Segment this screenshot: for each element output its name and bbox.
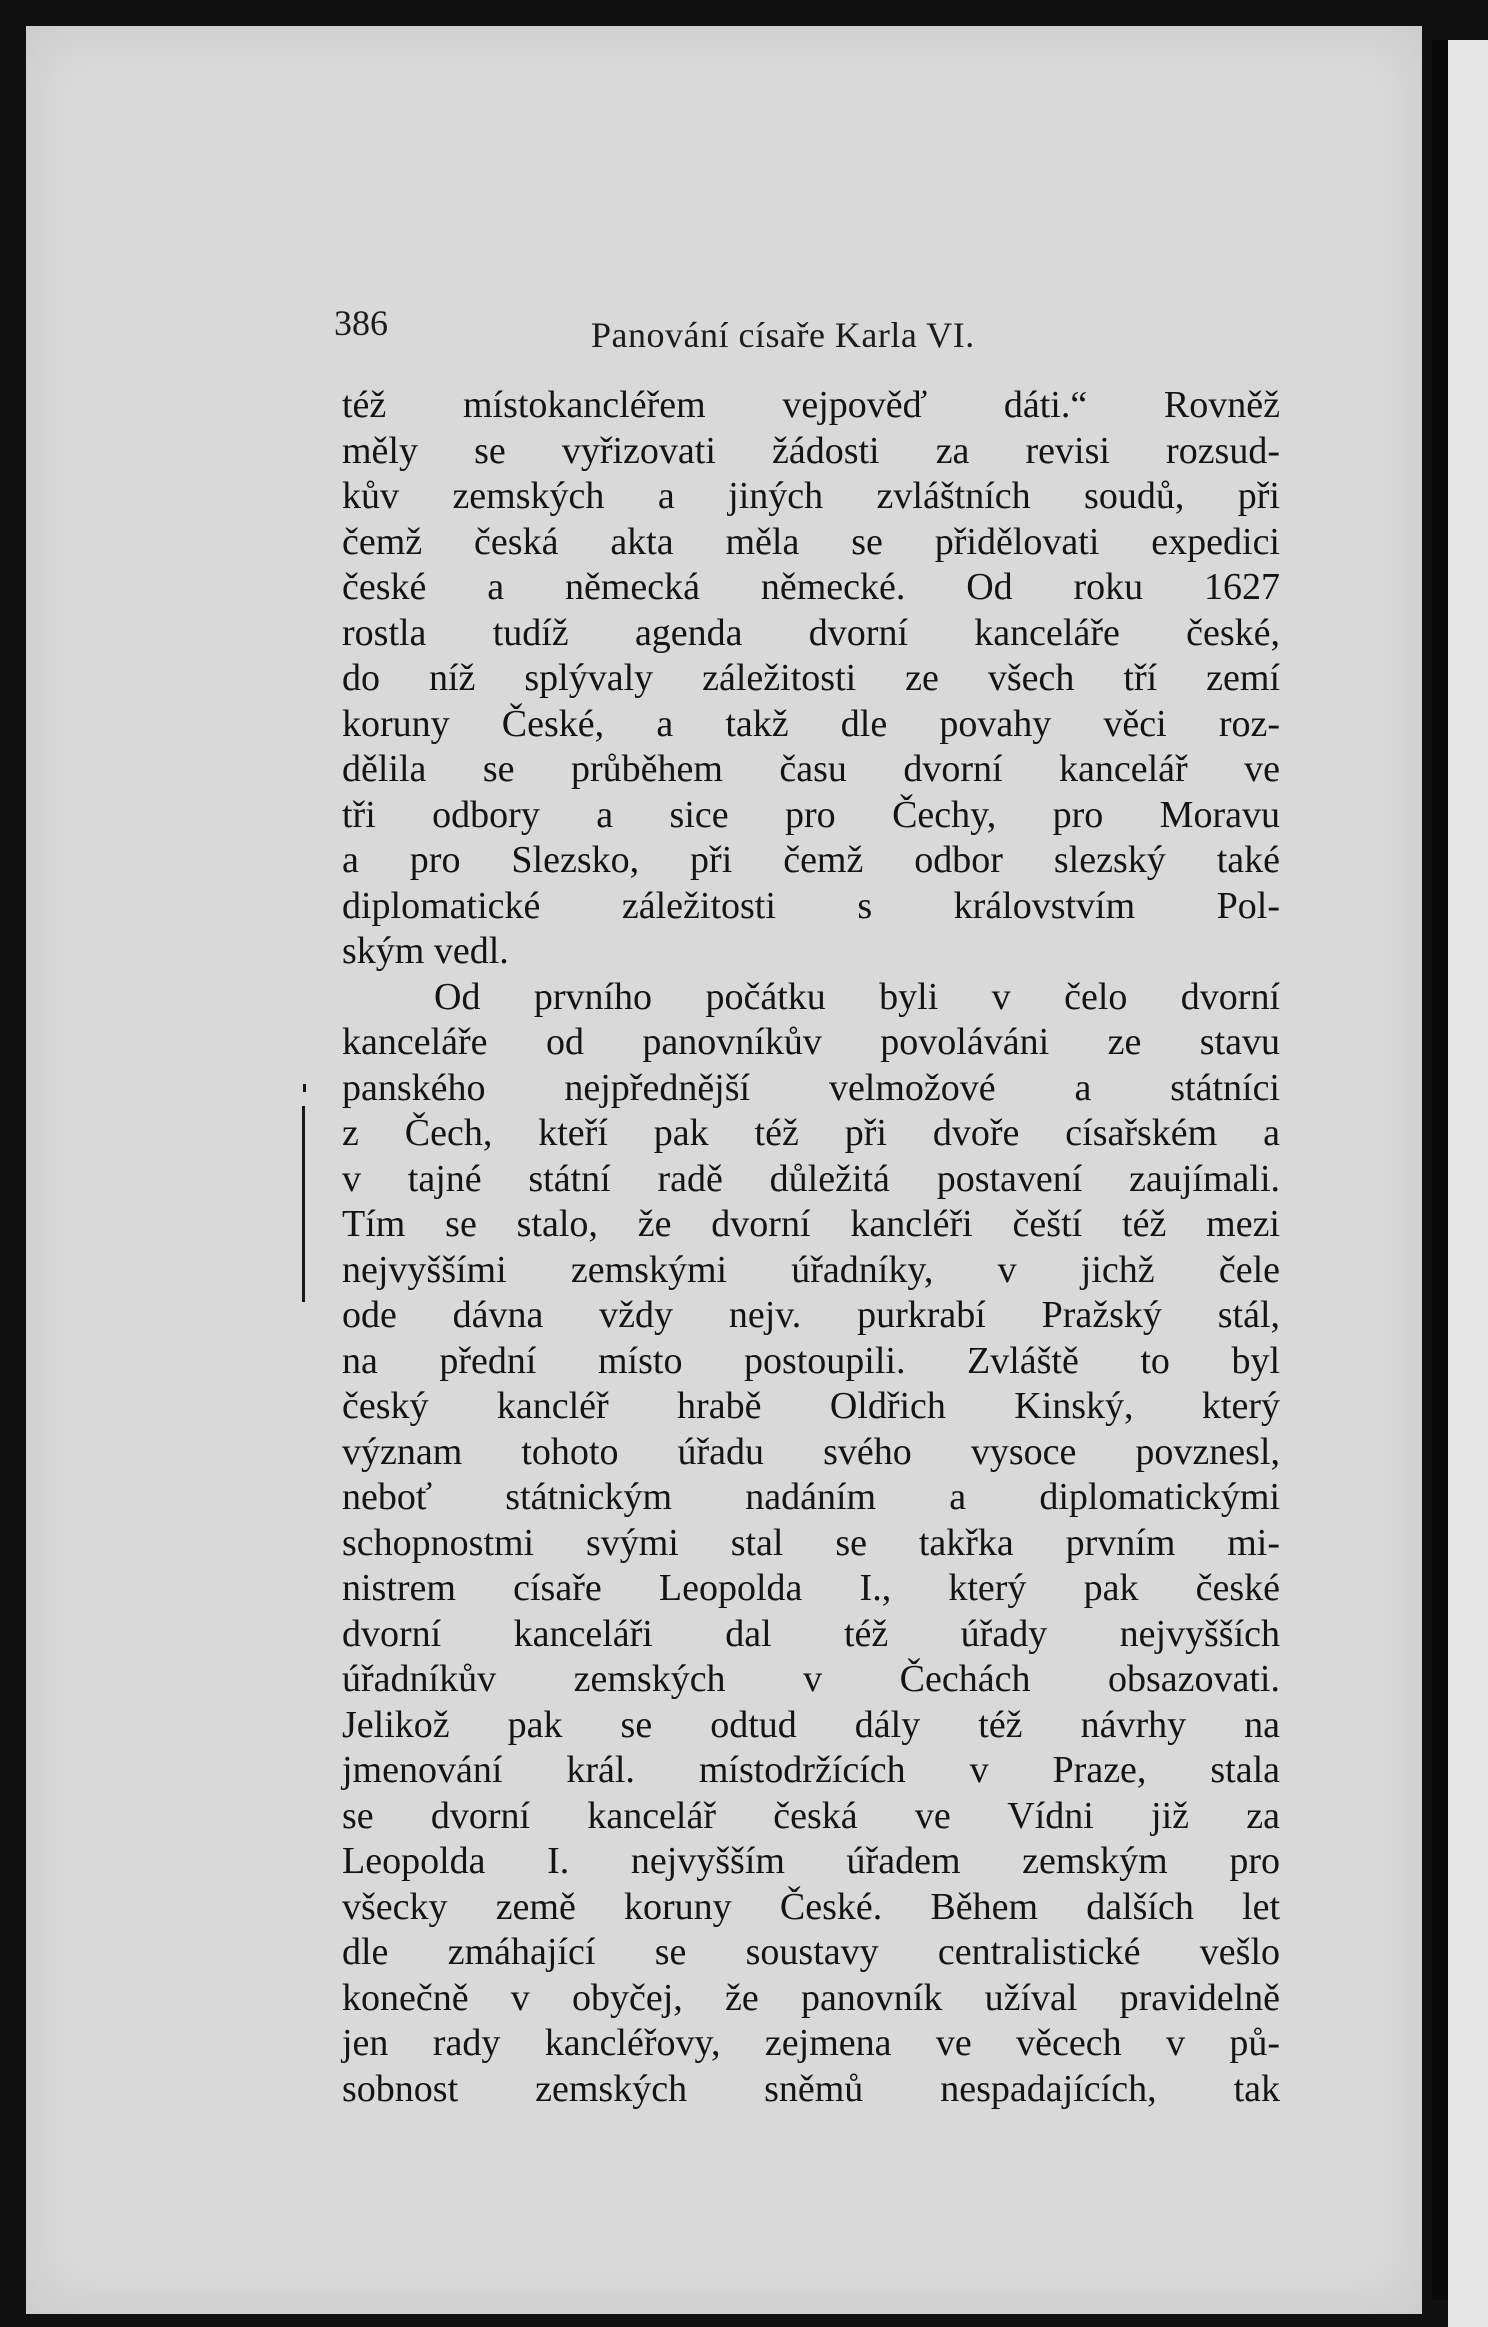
book-page: [26, 26, 1422, 2314]
page-number: 386: [334, 303, 388, 343]
text-line: a pro Slezsko, při čemž odbor slezský také: [342, 839, 1280, 881]
text-line: měly se vyřizovati žádosti za revisi rozsud-: [342, 429, 1280, 472]
page-edge-shadow: [1432, 40, 1448, 2300]
margin-rule: [302, 1106, 305, 1302]
text-line: též místokancléřem vejpověď dáti.“ Rovněž: [342, 384, 1280, 426]
text-line: z Čech, kteří pak též při dvoře císařském a: [342, 1112, 1280, 1154]
page-header: [26, 294, 1422, 354]
text-line: neboť státnickým nadáním a diplomatickými: [342, 1476, 1280, 1518]
text-line: v tajné státní radě důležitá postavení zaujímali.: [342, 1157, 1280, 1200]
text-line: na přední místo postoupili. Zvláště to byl: [342, 1339, 1280, 1382]
text-line: dvorní kanceláři dal též úřady nejvyšších: [342, 1612, 1280, 1655]
text-line: do níž splývaly záležitosti ze všech tří zemí: [342, 657, 1280, 699]
text-line: schopnostmi svými stal se takřka prvním mi-: [342, 1521, 1280, 1564]
text-line: český kancléř hrabě Oldřich Kinský, který: [342, 1385, 1280, 1427]
text-line: se dvorní kancelář česká ve Vídni již za: [342, 1794, 1280, 1837]
text-line: české a německá německé. Od roku 1627: [342, 566, 1280, 608]
running-title: Panování císaře Karla VI.: [591, 315, 975, 355]
text-line: panského nejpřednější velmožové a státníci: [342, 1066, 1280, 1109]
text-line: rostla tudíž agenda dvorní kanceláře české,: [342, 611, 1280, 654]
margin-tick: [303, 1084, 306, 1092]
text-line: Leopolda I. nejvyšším úřadem zemským pro: [342, 1840, 1280, 1882]
text-line: Tím se stalo, že dvorní kancléři čeští též mezi: [342, 1203, 1280, 1245]
text-line: jmenování král. místodržících v Praze, stala: [342, 1749, 1280, 1791]
text-line: koruny České, a takž dle povahy věci roz-: [342, 702, 1280, 745]
text-line: všecky země koruny České. Během dalších let: [342, 1885, 1280, 1928]
body-text: [342, 383, 1280, 2112]
scan-margin: [1448, 40, 1488, 2327]
text-line: konečně v obyčej, že panovník užíval pravidelně: [342, 1976, 1280, 2019]
text-line: Jelikož pak se odtud dály též návrhy na: [342, 1703, 1280, 1746]
text-line: nejvyššími zemskými úřadníky, v jichž čele: [342, 1248, 1280, 1291]
text-line: kův zemských a jiných zvláštních soudů, při: [342, 475, 1280, 517]
text-line: sobnost zemských sněmů nespadajících, tak: [342, 2067, 1280, 2110]
text-line: kanceláře od panovníkův povoláváni ze stavu: [342, 1021, 1280, 1063]
text-line: význam tohoto úřadu svého vysoce povznesl,: [342, 1430, 1280, 1473]
text-line: Od prvního počátku byli v čelo dvorní: [434, 975, 1280, 1018]
text-line: čemž česká akta měla se přidělovati expedici: [342, 520, 1280, 563]
text-line: dle zmáhající se soustavy centralistické vešlo: [342, 1931, 1280, 1973]
text-line: úřadníkův zemských v Čechách obsazovati.: [342, 1658, 1280, 1700]
text-line: dělila se průběhem času dvorní kancelář ve: [342, 748, 1280, 790]
text-line: diplomatické záležitosti s královstvím Pol-: [342, 884, 1280, 927]
text-line: nistrem císaře Leopolda I., který pak české: [342, 1567, 1280, 1609]
text-line: tři odbory a sice pro Čechy, pro Moravu: [342, 793, 1280, 836]
text-line: ským vedl.: [342, 930, 509, 972]
text-line: jen rady kancléřovy, zejmena ve věcech v pů-: [342, 2022, 1280, 2064]
text-line: ode dávna vždy nejv. purkrabí Pražský stál,: [342, 1294, 1280, 1336]
